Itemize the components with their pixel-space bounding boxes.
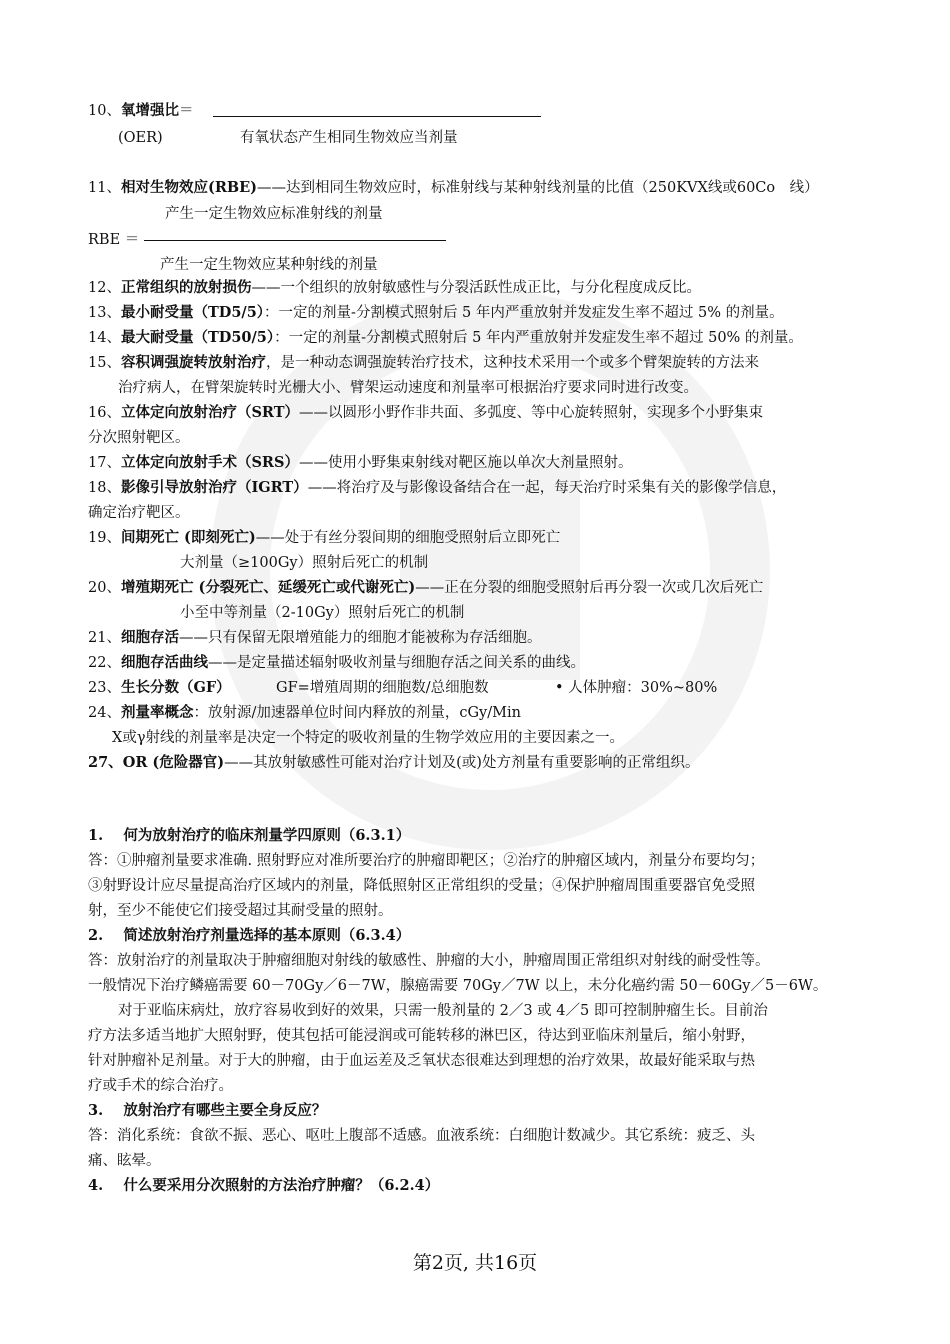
- def-17: 17、立体定向放射手术（SRS）——使用小野集束射线对靶区施以单次大剂量照射。: [88, 454, 633, 471]
- def-19: 19、间期死亡 (即刻死亡)——处于有丝分裂间期的细胞受照射后立即死亡: [88, 529, 561, 546]
- def-20-cont: 小至中等剂量（2-10Gy）照射后死亡的机制: [180, 605, 465, 621]
- def-18-cont: 确定治疗靶区。: [88, 505, 190, 521]
- def-21: 21、细胞存活——只有保留无限增殖能力的细胞才能被称为存活细胞。: [88, 629, 542, 646]
- q2-line: 疗方法多适当地扩大照射野，使其包括可能浸润或可能转移的淋巴区，待达到亚临床剂量后，缩小射野，: [88, 1028, 755, 1044]
- def-24: 24、剂量率概念：放射源/加速器单位时间内释放的剂量，cGy/Min: [88, 704, 521, 721]
- q2-line: 答：放射治疗的剂量取决于肿瘤细胞对射线的敏感性、肿瘤的大小，肿瘤周围正常组织对射线的耐受性等。: [88, 953, 770, 969]
- rbe-lhs: RBE ＝: [88, 232, 140, 248]
- def-24-cont: X或γ射线的剂量率是决定一个特定的吸收剂量的生物学效应用的主要因素之一。: [112, 730, 624, 746]
- def-15: 15、容积调强旋转放射治疗，是一种动态调强旋转治疗技术，这种技术采用一个或多个臂架旋转的方法来: [88, 354, 759, 371]
- def-20: 20、增殖期死亡 (分裂死亡、延缓死亡或代谢死亡)——正在分裂的细胞受照射后再分裂一次或几次后死亡: [88, 579, 764, 596]
- rbe-fraction-bar: [144, 240, 446, 241]
- def-13: 13、最小耐受量（TD5/5）：一定的剂量-分割模式照射后 5 年内严重放射并发症发生率不超过 5% 的剂量。: [88, 304, 784, 321]
- def-14: 14、最大耐受量（TD50/5）：一定的剂量-分割模式照射后 5 年内严重放射并发症发生率不超过 50% 的剂量。: [88, 329, 803, 346]
- def-15-cont: 治疗病人，在臂架旋转时光栅大小、臂架运动速度和剂量率可根据治疗要求同时进行改变。: [118, 380, 698, 396]
- def-19-cont: 大剂量（≥100Gy）照射后死亡的机制: [180, 555, 429, 571]
- def-16-cont: 分次照射靶区。: [88, 430, 190, 446]
- oer-fraction-bar: [213, 116, 541, 117]
- def-rbe: 11、相对生物效应(RBE)——达到相同生物效应时，标准射线与某种射线剂量的比值（250KVX线或60Co 线）: [88, 179, 819, 196]
- def-23-formula: GF=增殖周期的细胞数/总细胞数: [276, 680, 489, 696]
- q2-line: 针对肿瘤补足剂量。对于大的肿瘤，由于血运差及乏氧状态很难达到理想的治疗效果，故最好能采取与热: [88, 1053, 755, 1069]
- q2-heading: 2. 简述放射治疗剂量选择的基本原则（6.3.4）: [88, 927, 411, 944]
- q3-heading: 3. 放射治疗有哪些主要全身反应？: [88, 1102, 327, 1119]
- def-12: 12、正常组织的放射损伤——一个组织的放射敏感性与分裂活跃性成正比，与分化程度成反比。: [88, 279, 701, 296]
- rbe-numerator: 产生一定生物效应标准射线的剂量: [165, 206, 383, 222]
- q4-heading: 4. 什么要采用分次照射的方法治疗肿瘤？（6.2.4）: [88, 1177, 440, 1194]
- def-18: 18、影像引导放射治疗（IGRT）——将治疗及与影像设备结合在一起，每天治疗时采集有关的影像学信息，: [88, 479, 787, 496]
- oer-denominator: 有氧状态产生相同生物效应当剂量: [240, 130, 458, 146]
- def-16: 16、立体定向放射治疗（SRT）——以圆形小野作非共面、多弧度、等中心旋转照射，实现多个小野集束: [88, 404, 764, 421]
- def-23: 23、生长分数（GF）: [88, 679, 231, 696]
- q3-line: 答：消化系统：食欲不振、恶心、呕吐上腹部不适感。血液系统：白细胞计数减少。其它系统：疲乏、头: [88, 1128, 755, 1144]
- q1-line: 答：①肿瘤剂量要求准确. 照射野应对准所要治疗的肿瘤即靶区；②治疗的肿瘤区域内，剂量分布要均匀；: [88, 853, 765, 869]
- def-oer: 10、氧增强比＝: [88, 102, 194, 119]
- q3-line: 痛、眩晕。: [88, 1153, 161, 1169]
- rbe-denominator: 产生一定生物效应某种射线的剂量: [160, 257, 378, 273]
- def-23-note: • 人体肿瘤：30%~80%: [555, 680, 718, 696]
- def-22: 22、细胞存活曲线——是定量描述辐射吸收剂量与细胞存活之间关系的曲线。: [88, 654, 585, 671]
- q2-line: 对于亚临床病灶，放疗容易收到好的效果，只需一般剂量的 2／3 或 4／5 即可控制肿瘤生长。目前治: [118, 1003, 768, 1019]
- page-footer: 第2页, 共16页: [412, 1252, 538, 1274]
- q2-line: 疗或手术的综合治疗。: [88, 1078, 233, 1094]
- oer-abbr: (OER): [118, 130, 163, 146]
- def-27: 27、OR (危险器官)——其放射敏感性可能对治疗计划及(或)处方剂量有重要影响的正常组织。: [88, 754, 700, 771]
- q1-line: ③射野设计应尽量提高治疗区域内的剂量，降低照射区正常组织的受量；④保护肿瘤周围重要器官免受照: [88, 878, 755, 894]
- q2-line: 一般情况下治疗鳞癌需要 60－70Gy／6－7W，腺癌需要 70Gy／7W 以上，未分化癌约需 50－60Gy／5－6W。: [88, 978, 828, 994]
- q1-line: 射，至少不能使它们接受超过其耐受量的照射。: [88, 903, 393, 919]
- q1-heading: 1. 何为放射治疗的临床剂量学四原则（6.3.1）: [88, 827, 411, 844]
